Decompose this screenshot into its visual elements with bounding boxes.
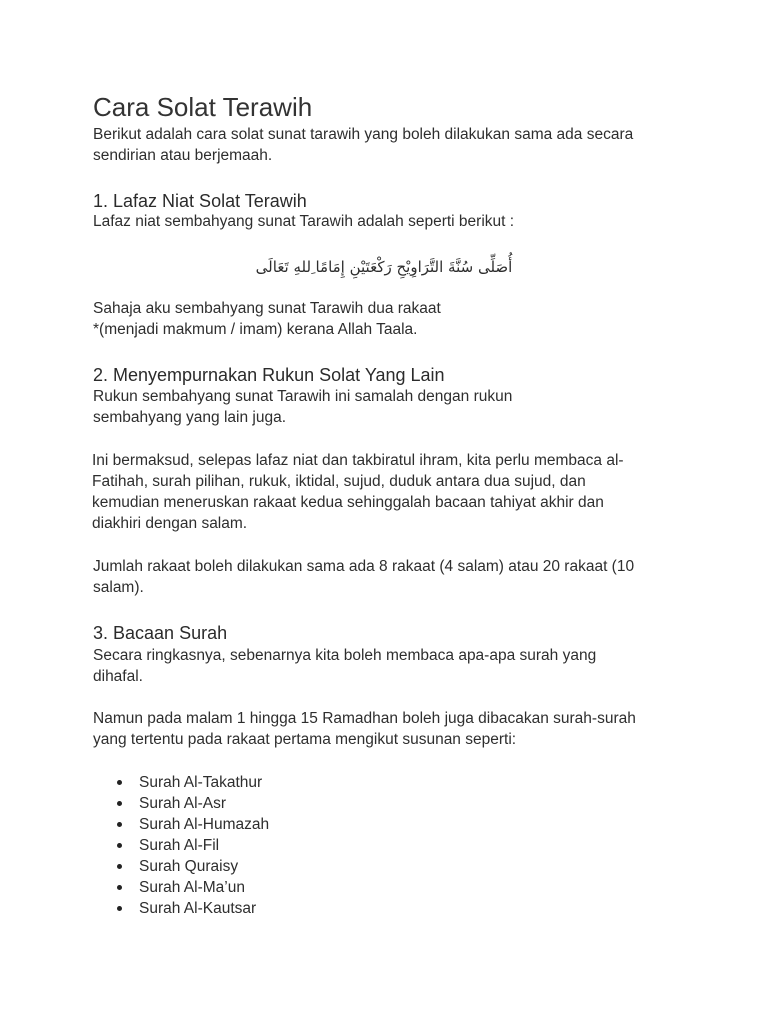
bullet-icon bbox=[117, 906, 122, 911]
bullet-icon bbox=[117, 780, 122, 785]
surah-name: Surah Al-Ma’un bbox=[139, 879, 245, 896]
paragraph-line: yang tertentu pada rakaat pertama mengikut susunan seperti: bbox=[93, 731, 517, 748]
list-item bbox=[0, 856, 400, 877]
paragraph-line: kemudian meneruskan rakaat kedua sehinggalah bacaan tahiyat akhir dan bbox=[92, 494, 604, 511]
paragraph-line: diakhiri dengan salam. bbox=[92, 515, 248, 532]
document-title: Cara Solat Terawih bbox=[93, 92, 313, 122]
surah-name: Surah Al-Takathur bbox=[139, 774, 263, 791]
intro-line: Berikut adalah cara solat sunat tarawih yang boleh dilakukan sama ada secara bbox=[93, 126, 634, 143]
paragraph-line: Ini bermaksud, selepas lafaz niat dan takbiratul ihram, kita perlu membaca al- bbox=[92, 452, 624, 469]
bullet-icon bbox=[117, 822, 122, 827]
paragraph-line: dihafal. bbox=[93, 668, 143, 685]
list-item bbox=[0, 835, 400, 856]
arabic-niat-text: أُصَلِّى سُنَّةَ التَّرَاوِيْحِ رَكْعَتَيْنِ إِمَامًا ِللهِ تَعَالَى bbox=[255, 258, 513, 276]
section1-heading: 1. Lafaz Niat Solat Terawih bbox=[93, 191, 307, 211]
list-item bbox=[0, 814, 400, 835]
surah-name: Surah Al-Fil bbox=[139, 837, 220, 854]
list-item bbox=[0, 898, 400, 919]
paragraph-line: Jumlah rakaat boleh dilakukan sama ada 8 rakaat (4 salam) atau 20 rakaat (10 bbox=[93, 558, 635, 575]
paragraph-line: Secara ringkasnya, sebenarnya kita boleh membaca apa-apa surah yang bbox=[93, 647, 597, 664]
section3-paragraph-2 bbox=[93, 708, 636, 750]
surah-name: Surah Al-Humazah bbox=[139, 816, 270, 833]
surah-name: Surah Quraisy bbox=[139, 858, 239, 875]
section3-paragraph-1 bbox=[93, 645, 596, 687]
bullet-icon bbox=[117, 801, 122, 806]
list-item bbox=[0, 877, 400, 898]
surah-name: Surah Al-Asr bbox=[139, 795, 227, 812]
paragraph-line: salam). bbox=[93, 579, 144, 596]
list-item bbox=[0, 793, 400, 814]
paragraph-line: Rukun sembahyang sunat Tarawih ini samalah dengan rukun bbox=[93, 388, 513, 405]
section1-lead bbox=[93, 211, 514, 232]
translation-line: *(menjadi makmum / imam) kerana Allah Taala. bbox=[93, 321, 418, 338]
section2-paragraph-2 bbox=[92, 450, 624, 534]
intro-line: sendirian atau berjemaah. bbox=[93, 147, 273, 164]
bullet-icon bbox=[117, 843, 122, 848]
section2-heading: 2. Menyempurnakan Rukun Solat Yang Lain bbox=[93, 365, 445, 385]
section1-lead-line: Lafaz niat sembahyang sunat Tarawih adalah seperti berikut : bbox=[93, 213, 515, 230]
bullet-icon bbox=[117, 864, 122, 869]
section2-paragraph-1 bbox=[93, 386, 512, 428]
list-item bbox=[0, 772, 400, 793]
paragraph-line: Namun pada malam 1 hingga 15 Ramadhan boleh juga dibacakan surah-surah bbox=[93, 710, 636, 727]
paragraph-line: Fatihah, surah pilihan, rukuk, iktidal, sujud, duduk antara dua sujud, dan bbox=[92, 473, 586, 490]
translation-line: Sahaja aku sembahyang sunat Tarawih dua rakaat bbox=[93, 300, 441, 317]
paragraph-line: sembahyang yang lain juga. bbox=[93, 409, 287, 426]
niat-translation bbox=[93, 298, 441, 340]
section2-paragraph-3 bbox=[93, 556, 634, 598]
intro-paragraph bbox=[93, 124, 633, 166]
bullet-icon bbox=[117, 885, 122, 890]
surah-name: Surah Al-Kautsar bbox=[139, 900, 257, 917]
surah-list bbox=[0, 772, 400, 919]
section3-heading: 3. Bacaan Surah bbox=[93, 623, 228, 643]
